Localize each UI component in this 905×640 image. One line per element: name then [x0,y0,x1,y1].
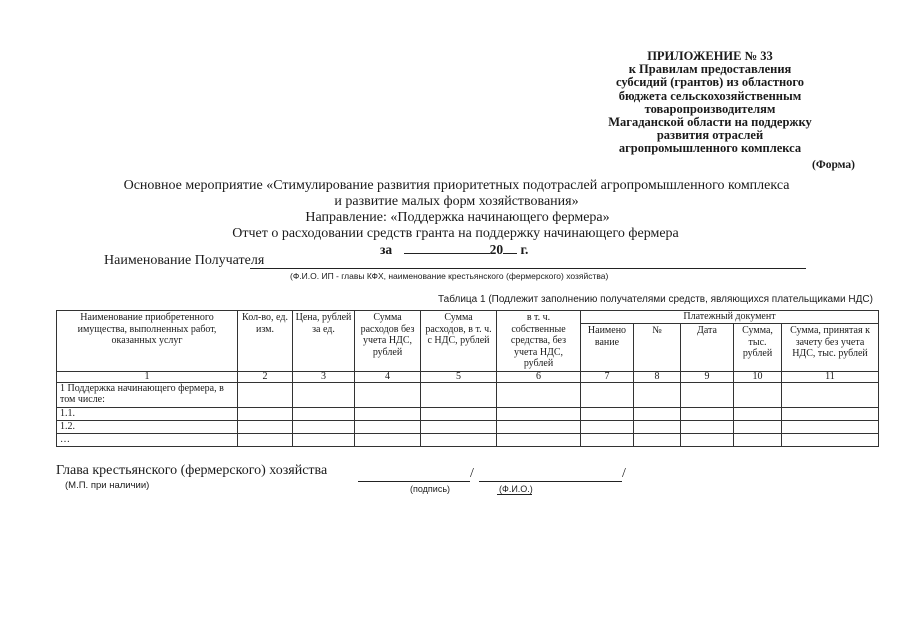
head-of-farm-label: Глава крестьянского (фермерского) хозяйства [56,463,328,478]
col-header-payment-number: № [634,324,681,371]
period-year: 20 [489,242,504,257]
col-header-payment-name: Наимено вание [581,324,634,371]
appendix-line: Магаданской области на поддержку [608,115,812,130]
heading-line-1: Основное мероприятие «Стимулирование развития приоритетных подотраслей агропромышленного комплекса [123,178,790,193]
column-number: 3 [293,371,355,382]
table-cell[interactable] [355,433,421,446]
column-number: 1 [57,371,238,382]
col-header-payment-document: Платежный документ [581,311,879,324]
appendix-line: ПРИЛОЖЕНИЕ № 33 [647,49,773,63]
table-cell[interactable] [421,420,497,433]
table-cell[interactable] [238,382,293,407]
table-cell[interactable] [782,433,879,446]
row-label: 1.1. [57,407,238,420]
col-header-payment-sum: Сумма, тыс. рублей [734,324,782,371]
table-cell[interactable] [293,420,355,433]
table-cell[interactable] [355,382,421,407]
table-cell[interactable] [681,433,734,446]
col-header-own-funds: в т. ч. собственные средства, без учета НДС, рублей [497,311,581,372]
col-header-price: Цена, рублей за ед. [293,311,355,372]
appendix-line: субсидий (грантов) из областного [615,75,805,90]
signature-hint: (подпись) [410,484,451,494]
table-cell[interactable] [355,407,421,420]
column-number: 9 [681,371,734,382]
appendix-line: к Правилам предоставления [628,62,792,77]
full-name-field[interactable] [479,481,622,482]
table-cell[interactable] [634,407,681,420]
table-cell[interactable] [293,407,355,420]
table-cell[interactable] [634,382,681,407]
table-cell[interactable] [634,420,681,433]
column-number: 5 [421,371,497,382]
form-label: (Форма) [812,159,856,171]
recipient-label: Наименование Получателя [104,253,265,268]
recipient-field[interactable] [250,268,806,269]
table-cell[interactable] [581,433,634,446]
table-cell[interactable] [581,382,634,407]
appendix-line: товаропроизводителям [644,101,776,116]
table-cell[interactable] [681,407,734,420]
table-cell[interactable] [238,407,293,420]
table-cell[interactable] [497,382,581,407]
col-header-payment-date: Дата [681,324,734,371]
table-cell[interactable] [421,433,497,446]
table-cell[interactable] [782,407,879,420]
column-number: 11 [782,371,879,382]
column-number: 4 [355,371,421,382]
stamp-note: (М.П. при наличии) [65,480,150,491]
table-cell[interactable] [497,407,581,420]
full-name-hint: (Ф.И.О.) [499,484,533,494]
row-label: 1.2. [57,420,238,433]
row-label: 1 Поддержка начинающего фермера, в том числе: [57,382,238,407]
table-cell[interactable] [734,382,782,407]
period-year-blank[interactable] [503,241,517,254]
table-cell[interactable] [734,420,782,433]
table-caption: Таблица 1 (Подлежит заполнению получателями средств, являющихся плательщиками НДС) [438,294,873,305]
table-cell[interactable] [782,382,879,407]
column-number-row [57,371,879,382]
period-prefix: за [380,242,393,257]
table-cell[interactable] [238,420,293,433]
period-suffix: г. [520,242,529,257]
heading-line-2: и развитие малых форм хозяйствования» [334,194,579,209]
table-cell[interactable] [293,433,355,446]
table-cell[interactable] [497,433,581,446]
table-cell[interactable] [681,420,734,433]
table-cell[interactable] [681,382,734,407]
separator-slash: / [622,466,626,481]
table-row [57,407,879,420]
table-cell[interactable] [581,420,634,433]
table-row [57,420,879,433]
table-cell[interactable] [238,433,293,446]
expense-report-table [56,310,879,447]
col-header-qty: Кол-во, ед. изм. [238,311,293,372]
table-cell[interactable] [355,420,421,433]
signature-field[interactable] [358,481,470,482]
heading-block [0,178,905,242]
heading-line-4: Отчет о расходовании средств гранта на поддержку начинающего фермера [232,226,679,241]
col-header-sum-with-vat: Сумма расходов, в т. ч. с НДС, рублей [421,311,497,372]
col-header-name: Наименование приобретенного имущества, выполненных работ, оказанных услуг [57,311,238,372]
column-number: 7 [581,371,634,382]
column-number: 8 [634,371,681,382]
heading-line-3: Направление: «Поддержка начинающего фермера» [305,210,610,225]
column-number: 2 [238,371,293,382]
table-cell[interactable] [497,420,581,433]
table-cell[interactable] [421,407,497,420]
appendix-line: агропромышленного комплекса [618,141,802,156]
recipient-hint: (Ф.И.О. ИП - главы КФХ, наименование крестьянского (фермерского) хозяйства) [290,271,609,281]
period-blank[interactable] [404,241,490,254]
appendix-header [590,50,830,156]
report-period [380,241,528,258]
appendix-line: бюджета сельскохозяйственным [618,88,802,103]
table-cell[interactable] [421,382,497,407]
table-row [57,382,879,407]
table-cell[interactable] [634,433,681,446]
table-cell[interactable] [782,420,879,433]
table-row [57,433,879,446]
full-name-hint-underline [497,494,532,495]
column-number: 10 [734,371,782,382]
table-cell[interactable] [734,433,782,446]
column-number: 6 [497,371,581,382]
appendix-line: развития отраслей [656,128,764,143]
col-header-sum-no-vat: Сумма расходов без учета НДС, рублей [355,311,421,372]
table-cell[interactable] [293,382,355,407]
row-label: … [57,433,238,446]
col-header-payment-accepted: Сумма, принятая к зачету без учета НДС, тыс. рублей [782,324,879,371]
table-cell[interactable] [581,407,634,420]
separator-slash: / [470,466,474,481]
table-header-row [57,311,879,324]
table-cell[interactable] [734,407,782,420]
